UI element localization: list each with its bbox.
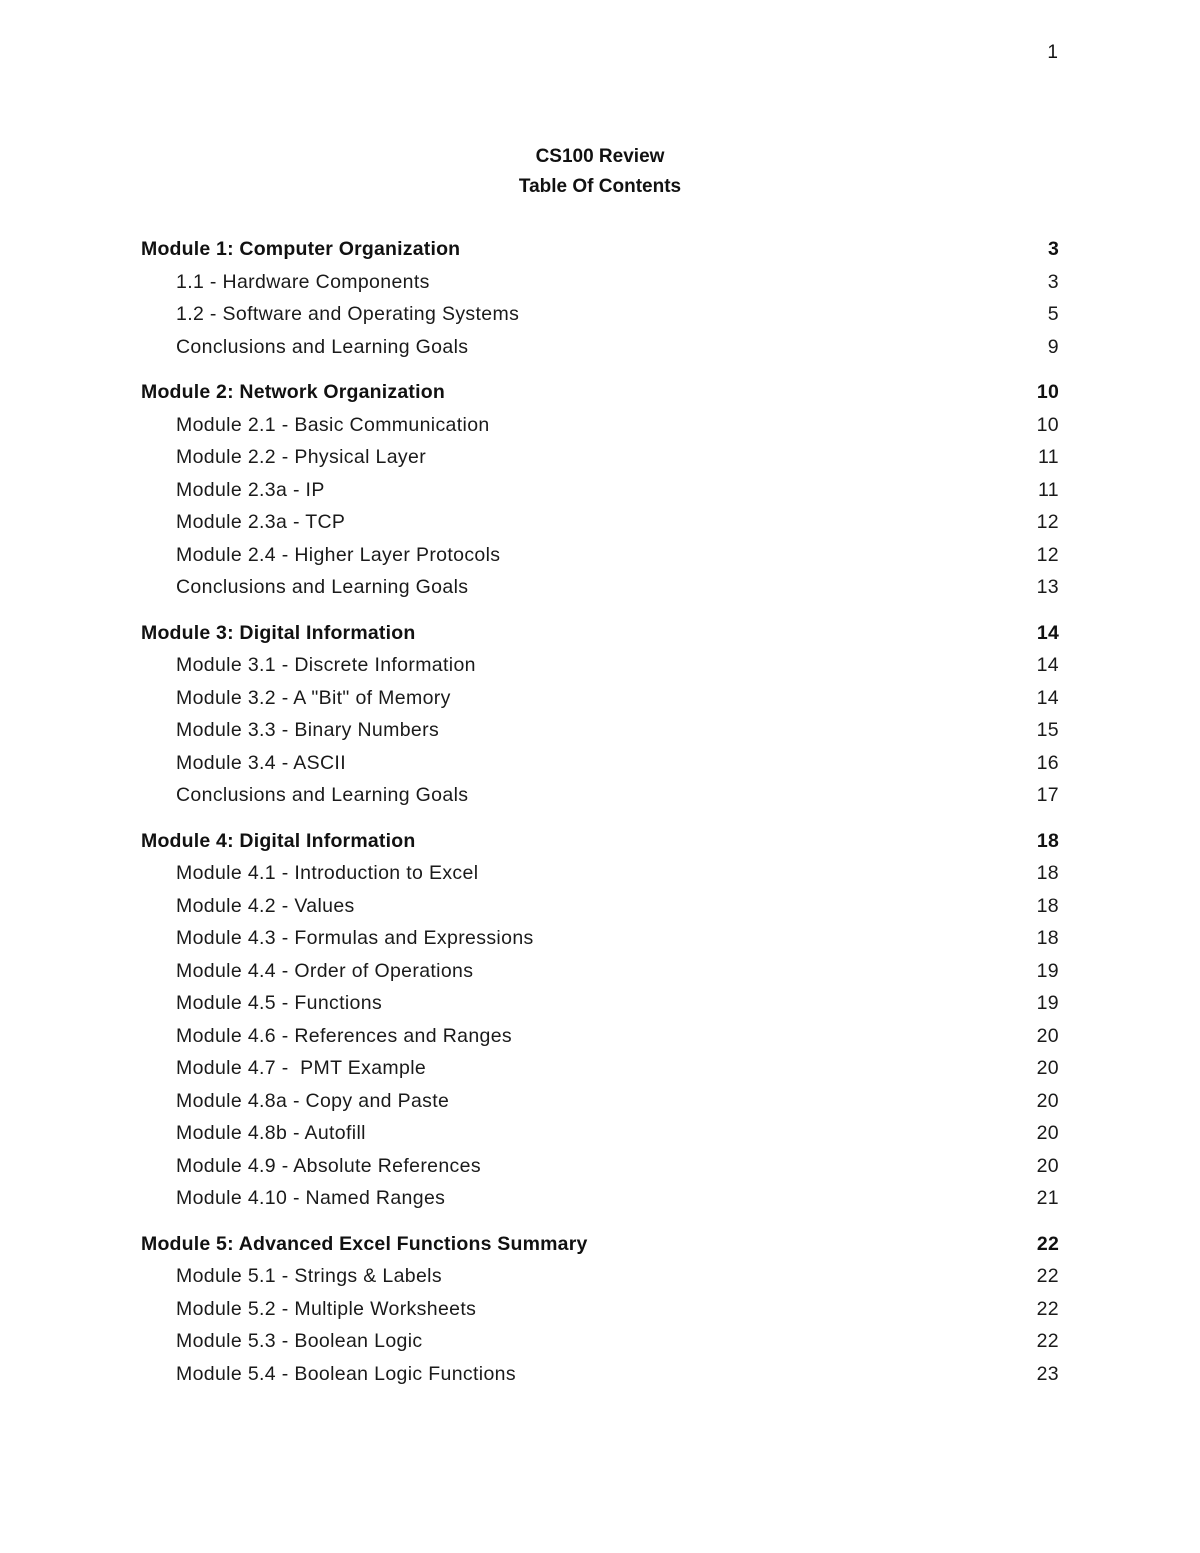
toc-entry-label: Module 5.3 - Boolean Logic xyxy=(176,1330,423,1352)
toc-entry[interactable] xyxy=(141,331,1059,364)
toc-entry-page: 22 xyxy=(1036,1330,1059,1352)
toc-section-heading[interactable] xyxy=(141,1228,1059,1261)
toc-entry-page: 20 xyxy=(1036,1024,1059,1047)
toc-entry-page: 20 xyxy=(1036,1089,1059,1112)
toc-entry-page: 20 xyxy=(1036,1154,1059,1177)
toc-entry-page: 20 xyxy=(1036,1057,1059,1079)
toc-entry[interactable] xyxy=(141,1260,1059,1293)
toc-section xyxy=(141,825,1059,1215)
toc-entry-page: 18 xyxy=(1036,927,1059,949)
toc-entry-label: 1.1 - Hardware Components xyxy=(176,270,430,293)
toc-entry-label: Module 5.2 - Multiple Worksheets xyxy=(176,1297,477,1320)
toc-section-heading[interactable] xyxy=(141,825,1059,858)
toc-entry-label: Module 4.6 - References and Ranges xyxy=(176,1024,513,1047)
toc-entry-label: Module 4.8a - Copy and Paste xyxy=(176,1089,450,1112)
toc-entry-page: 17 xyxy=(1036,784,1059,806)
toc-entry-page: 14 xyxy=(1036,686,1059,709)
toc-entry-page: 22 xyxy=(1036,1265,1059,1287)
document-title: CS100 Review xyxy=(535,146,665,167)
toc-entry-page: 9 xyxy=(1047,335,1059,358)
toc-entry-label: Conclusions and Learning Goals xyxy=(176,784,469,806)
toc-entry[interactable] xyxy=(141,441,1059,474)
toc-heading-label: Module 4: Digital Information xyxy=(141,829,416,852)
toc-entry[interactable] xyxy=(141,506,1059,539)
toc-section xyxy=(141,1228,1059,1391)
toc-section xyxy=(141,617,1059,812)
toc-entry[interactable] xyxy=(141,1325,1059,1358)
toc-entry-label: Module 4.1 - Introduction to Excel xyxy=(176,862,479,884)
toc-entry-label: 1.2 - Software and Operating Systems xyxy=(176,303,520,325)
toc-heading-label: Module 3: Digital Information xyxy=(141,621,416,644)
toc-heading-page: 14 xyxy=(1036,621,1059,644)
toc-entry-label: Module 3.1 - Discrete Information xyxy=(176,654,476,676)
toc-entry-page: 19 xyxy=(1036,992,1059,1014)
toc-heading-page: 10 xyxy=(1036,381,1059,403)
toc-entry[interactable] xyxy=(141,474,1059,507)
toc-entry[interactable] xyxy=(141,1293,1059,1326)
toc-entry-label: Module 4.4 - Order of Operations xyxy=(176,959,474,982)
toc-heading-label: Module 1: Computer Organization xyxy=(141,238,461,260)
toc-entry-label: Module 2.1 - Basic Communication xyxy=(176,413,490,436)
toc-entry-page: 10 xyxy=(1036,413,1059,436)
toc-entry-page: 15 xyxy=(1036,719,1059,741)
toc-entry-label: Module 4.5 - Functions xyxy=(176,992,383,1014)
toc-entry[interactable] xyxy=(141,857,1059,890)
toc-entry-label: Module 2.3a - TCP xyxy=(176,511,346,533)
toc-entry-page: 11 xyxy=(1038,446,1059,468)
toc-section-heading[interactable] xyxy=(141,233,1059,266)
toc-entry-label: Module 2.3a - IP xyxy=(176,478,325,501)
toc-entry[interactable] xyxy=(141,714,1059,747)
toc-entry[interactable] xyxy=(141,987,1059,1020)
toc-entry-label: Module 4.3 - Formulas and Expressions xyxy=(176,927,534,949)
toc-entry[interactable] xyxy=(141,1020,1059,1053)
toc-entry-page: 11 xyxy=(1038,478,1059,501)
toc-entry-page: 19 xyxy=(1036,959,1059,982)
toc-entry-label: Module 4.10 - Named Ranges xyxy=(176,1187,446,1209)
toc-entry-label: Module 3.2 - A "Bit" of Memory xyxy=(176,686,451,709)
document-subtitle: Table Of Contents xyxy=(518,176,682,197)
page-number: 1 xyxy=(1047,42,1058,63)
toc-entry[interactable] xyxy=(141,1150,1059,1183)
toc-entry-page: 13 xyxy=(1036,576,1059,598)
toc-entry-label: Module 2.4 - Higher Layer Protocols xyxy=(176,543,501,566)
toc-entry[interactable] xyxy=(141,747,1059,780)
toc-entry-label: Module 2.2 - Physical Layer xyxy=(176,446,427,468)
title-block xyxy=(0,142,1200,202)
toc-entry[interactable] xyxy=(141,571,1059,604)
toc-entry-page: 16 xyxy=(1036,751,1059,774)
toc-entry[interactable] xyxy=(141,890,1059,923)
toc-entry-label: Conclusions and Learning Goals xyxy=(176,576,469,598)
toc-entry-label: Module 3.3 - Binary Numbers xyxy=(176,719,440,741)
toc-entry[interactable] xyxy=(141,1052,1059,1085)
toc-entry-label: Module 5.4 - Boolean Logic Functions xyxy=(176,1362,516,1385)
toc-entry[interactable] xyxy=(141,266,1059,299)
toc-entry[interactable] xyxy=(141,779,1059,812)
toc-entry-page: 21 xyxy=(1036,1187,1059,1209)
toc-entry-page: 18 xyxy=(1036,862,1059,884)
toc-heading-label: Module 5: Advanced Excel Functions Summary xyxy=(141,1232,588,1255)
toc-entry-label: Module 3.4 - ASCII xyxy=(176,751,346,774)
toc-entry-page: 3 xyxy=(1047,270,1059,293)
toc-entry-label: Module 4.7 - PMT Example xyxy=(176,1057,427,1079)
toc-heading-label: Module 2: Network Organization xyxy=(141,381,445,403)
toc-entry-page: 12 xyxy=(1036,511,1059,533)
toc-entry[interactable] xyxy=(141,1182,1059,1215)
toc-entry[interactable] xyxy=(141,1085,1059,1118)
toc-entry-page: 20 xyxy=(1036,1122,1059,1144)
toc-section xyxy=(141,233,1059,363)
toc-entry-page: 12 xyxy=(1036,543,1059,566)
toc-entry[interactable] xyxy=(141,922,1059,955)
toc-entry-label: Module 5.1 - Strings & Labels xyxy=(176,1265,442,1287)
toc-entry-label: Conclusions and Learning Goals xyxy=(176,335,469,358)
toc-entry-page: 18 xyxy=(1036,894,1059,917)
toc-entry[interactable] xyxy=(141,1358,1059,1391)
table-of-contents xyxy=(141,233,1059,1403)
toc-entry[interactable] xyxy=(141,539,1059,572)
toc-entry-label: Module 4.2 - Values xyxy=(176,894,355,917)
toc-entry[interactable] xyxy=(141,409,1059,442)
toc-heading-page: 18 xyxy=(1036,829,1059,852)
toc-entry[interactable] xyxy=(141,682,1059,715)
toc-heading-page: 22 xyxy=(1036,1232,1059,1255)
toc-entry-label: Module 4.8b - Autofill xyxy=(176,1122,366,1144)
toc-entry-label: Module 4.9 - Absolute References xyxy=(176,1154,481,1177)
toc-entry[interactable] xyxy=(141,298,1059,331)
toc-entry[interactable] xyxy=(141,1117,1059,1150)
toc-entry[interactable] xyxy=(141,649,1059,682)
toc-entry-page: 22 xyxy=(1036,1297,1059,1320)
toc-section xyxy=(141,376,1059,604)
toc-section-heading[interactable] xyxy=(141,376,1059,409)
toc-entry-page: 5 xyxy=(1047,303,1059,325)
toc-entry-page: 14 xyxy=(1036,654,1059,676)
toc-section-heading[interactable] xyxy=(141,617,1059,650)
toc-entry-page: 23 xyxy=(1036,1362,1059,1385)
toc-heading-page: 3 xyxy=(1047,238,1059,260)
toc-entry[interactable] xyxy=(141,955,1059,988)
